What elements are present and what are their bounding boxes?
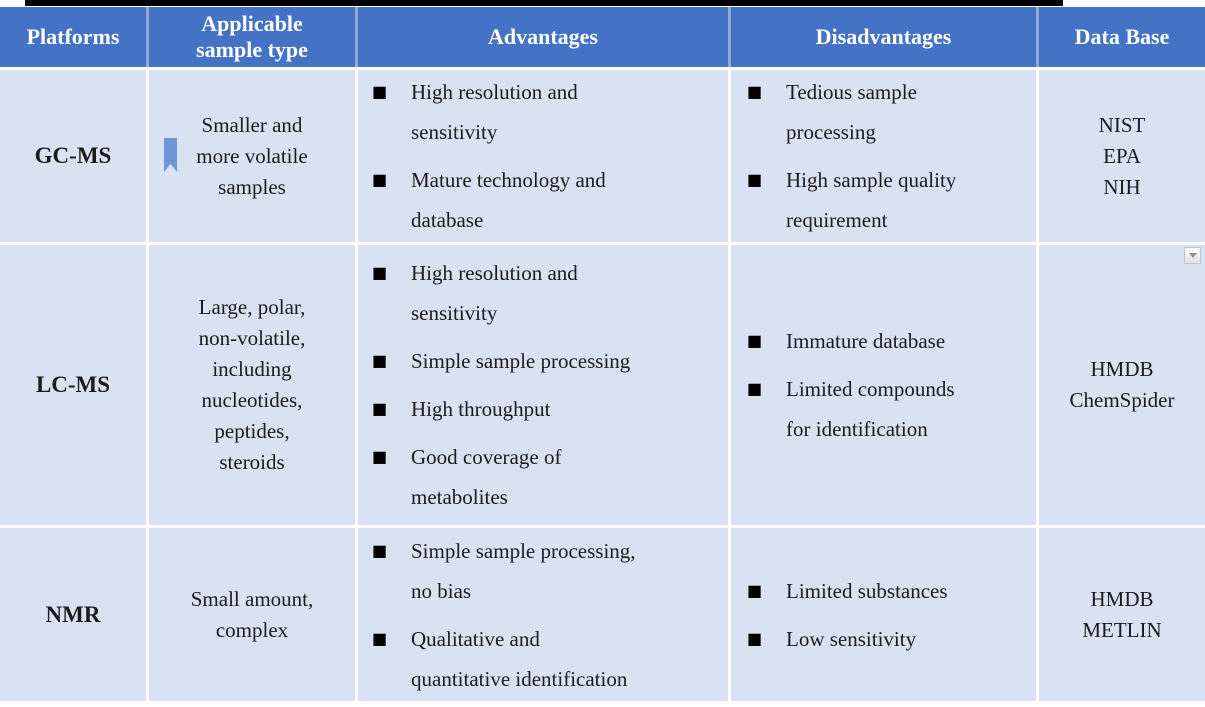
list-item: [747, 321, 966, 361]
cell-sample-type: [149, 245, 355, 525]
cell-disadvantages: [731, 528, 1036, 701]
list-item: [747, 369, 966, 449]
list-item: [372, 437, 643, 517]
cell-sample-type: [149, 70, 355, 242]
square-bullet-icon: ■: [372, 82, 388, 101]
sample-type-text: Smaller and more volatile samples: [196, 112, 308, 199]
cell-advantages: [358, 245, 728, 525]
square-bullet-icon: ■: [372, 263, 388, 282]
database-name: HMDB: [1090, 357, 1154, 381]
square-bullet-icon: ■: [372, 447, 388, 466]
cell-database: [1039, 70, 1205, 242]
sample-type-text: Small amount, complex: [190, 586, 314, 642]
list-item-text: Limited compounds for identification: [786, 377, 955, 441]
list-item-text: High resolution and sensitivity: [411, 80, 578, 144]
advantages-list: [358, 72, 643, 240]
database-name: METLIN: [1082, 617, 1162, 642]
list-item-text: High sample quality requirement: [786, 168, 957, 232]
advantages-list: [358, 253, 643, 517]
disadvantages-list: [731, 571, 948, 659]
platform-label: NMR: [45, 601, 101, 627]
list-item-text: Tedious sample processing: [786, 80, 917, 144]
cell-disadvantages: [731, 70, 1036, 242]
header-label: Platforms: [26, 24, 120, 49]
square-bullet-icon: ■: [372, 351, 388, 370]
list-item: [372, 389, 643, 429]
database-name: NIST: [1098, 112, 1146, 137]
list-item-text: Simple sample processing: [411, 349, 631, 373]
dropdown-arrow-button[interactable]: [1184, 247, 1201, 264]
cell-platform: [0, 70, 146, 242]
square-bullet-icon: ■: [372, 540, 388, 560]
cell-database: [1039, 245, 1205, 525]
list-item: [747, 72, 966, 152]
list-item-text: High resolution and sensitivity: [411, 261, 578, 325]
list-item: [372, 253, 643, 333]
list-item-text: Immature database: [786, 329, 946, 353]
square-bullet-icon: ■: [372, 399, 388, 418]
table-row-gc-ms: [0, 70, 1205, 242]
cell-sample-type: [149, 528, 355, 701]
square-bullet-icon: ■: [747, 170, 763, 189]
list-item-text: Good coverage of metabolites: [411, 445, 562, 509]
database-name: NIH: [1103, 174, 1141, 199]
disadvantages-list: [731, 321, 966, 449]
advantages-list: [358, 531, 643, 699]
database-lines: [1099, 110, 1146, 203]
chevron-down-icon: [1189, 253, 1197, 258]
square-bullet-icon: ■: [372, 628, 388, 648]
list-item-text: Simple sample processing, no bias: [411, 538, 636, 603]
header-cell-database: [1039, 7, 1205, 67]
header-label: Disadvantages: [815, 24, 952, 49]
list-item-text: Low sensitivity: [786, 626, 917, 651]
square-bullet-icon: ■: [747, 82, 763, 101]
cell-disadvantages: [731, 245, 1036, 525]
list-item: [747, 160, 966, 240]
square-bullet-icon: ■: [747, 628, 763, 648]
list-item: [372, 341, 643, 381]
database-lines: [1070, 354, 1175, 416]
square-bullet-icon: ■: [747, 331, 763, 350]
list-item: [372, 619, 643, 699]
platform-label: GC-MS: [34, 143, 112, 168]
database-name: EPA: [1103, 143, 1141, 168]
list-item-text: Mature technology and database: [411, 168, 606, 232]
header-cell-sample-type: [149, 7, 355, 67]
square-bullet-icon: ■: [747, 379, 763, 398]
top-divider-bar: [25, 0, 1063, 6]
square-bullet-icon: ■: [372, 170, 388, 189]
list-item: [747, 619, 948, 659]
list-item: [372, 531, 643, 611]
list-item: [747, 571, 948, 611]
list-item: [372, 160, 643, 240]
header-label: Advantages: [487, 24, 598, 49]
database-name: HMDB: [1090, 586, 1154, 611]
square-bullet-icon: ■: [747, 580, 763, 600]
header-label: Applicable sample type: [196, 11, 308, 62]
sample-type-text: Large, polar, non-volatile, including nucleotides, peptides, steroids: [198, 295, 306, 474]
header-cell-advantages: [358, 7, 728, 67]
cell-advantages: [358, 528, 728, 701]
table-row-lc-ms: [0, 245, 1205, 525]
cell-advantages: [358, 70, 728, 242]
cell-platform: [0, 245, 146, 525]
list-item-text: High throughput: [411, 397, 551, 421]
header-cell-disadvantages: [731, 7, 1036, 67]
list-item-text: Qualitative and quantitative identification: [411, 626, 628, 691]
database-name: ChemSpider: [1069, 388, 1175, 412]
table-row-nmr: [0, 528, 1205, 701]
disadvantages-list: [731, 72, 966, 240]
cell-platform: [0, 528, 146, 701]
header-label: Data Base: [1074, 24, 1170, 49]
header-cell-platforms: [0, 7, 146, 67]
platform-label: LC-MS: [35, 372, 111, 397]
platform-comparison-table: [0, 7, 1205, 701]
list-item-text: Limited substances: [786, 578, 948, 603]
cell-database: [1039, 528, 1205, 701]
list-item: [372, 72, 643, 152]
table-header-row: [0, 7, 1205, 67]
database-lines: [1082, 584, 1161, 646]
